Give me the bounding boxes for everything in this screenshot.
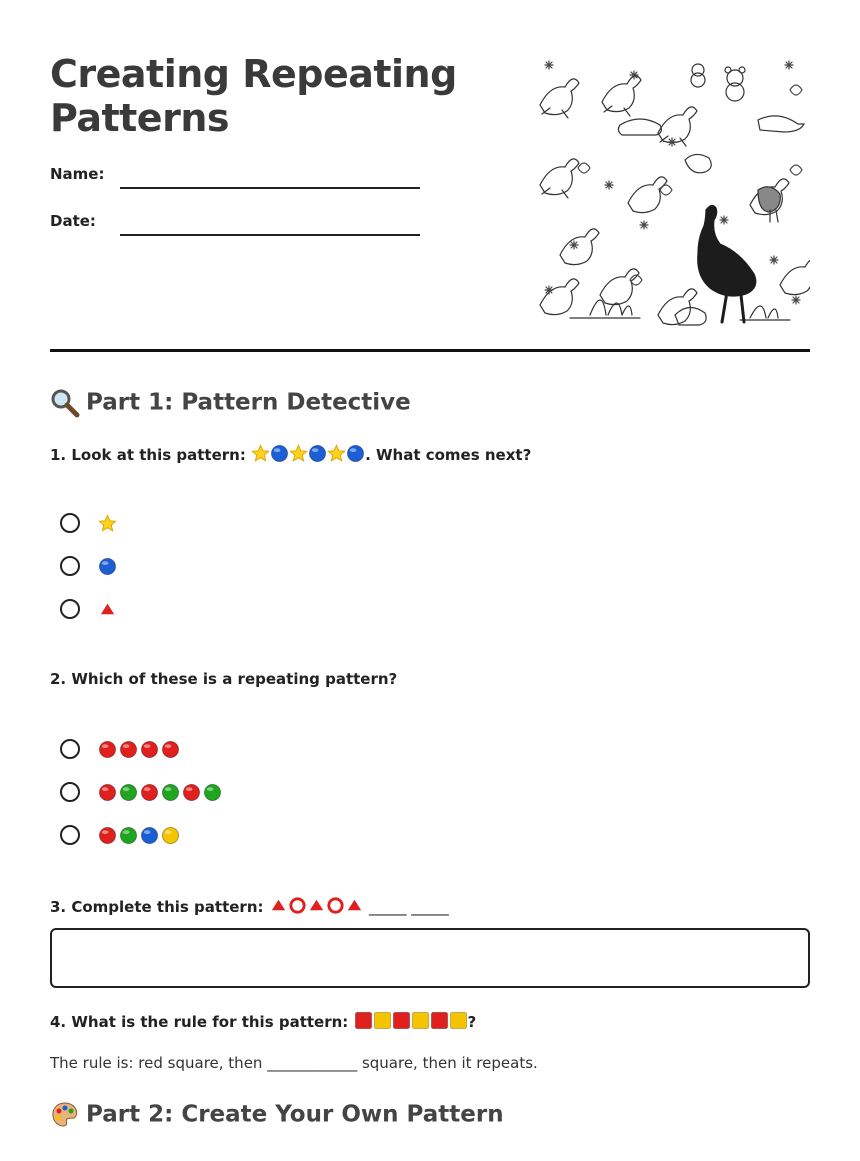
red-ring-icon [326, 896, 345, 915]
yellow-square-icon [449, 1011, 468, 1030]
yellow-square-icon [373, 1011, 392, 1030]
red-circle-icon [161, 740, 180, 759]
q2-option-3-icons [98, 826, 180, 845]
star-icon [251, 444, 270, 463]
red-circle-icon [98, 826, 117, 845]
star-icon [289, 444, 308, 463]
red-circle-icon [98, 783, 117, 802]
name-label: Name: [50, 165, 105, 183]
date-label: Date: [50, 212, 96, 230]
yellow-circle-icon [161, 826, 180, 845]
q1-option-3-radio[interactable] [60, 599, 80, 619]
red-circle-icon [140, 783, 159, 802]
q2-option-2-radio[interactable] [60, 782, 80, 802]
q4-rule-text: The rule is: red square, then ____________ square, then it repeats. [50, 1054, 538, 1072]
part1-heading: Part 1: Pattern Detective [50, 388, 411, 418]
red-circle-icon [119, 740, 138, 759]
red-circle-icon [140, 740, 159, 759]
question-2: 2. Which of these is a repeating pattern? [50, 670, 398, 688]
q2-option-3[interactable] [60, 822, 180, 848]
q1-option-2[interactable] [60, 553, 117, 579]
yellow-square-icon [411, 1011, 430, 1030]
palette-icon [50, 1100, 80, 1130]
red-circle-icon [182, 783, 201, 802]
q1-option-1-radio[interactable] [60, 513, 80, 533]
q1-option-3[interactable] [60, 596, 117, 622]
magnifying-glass-icon [50, 388, 80, 418]
header-divider [50, 349, 810, 352]
q1-pattern-sequence [251, 446, 365, 464]
blue-circle-icon [140, 826, 159, 845]
q2-option-2-icons [98, 783, 222, 802]
q1-option-2-icons [98, 557, 117, 576]
green-circle-icon [161, 783, 180, 802]
name-field[interactable] [120, 187, 420, 189]
red-triangle-icon [307, 896, 326, 915]
question-1: 1. Look at this pattern: . What comes next? [50, 446, 532, 464]
q1-option-1-icons [98, 514, 117, 533]
blue-circle-icon [98, 557, 117, 576]
q2-option-3-radio[interactable] [60, 825, 80, 845]
red-square-icon [392, 1011, 411, 1030]
red-triangle-icon [98, 600, 117, 619]
q3-answer-box[interactable] [50, 928, 810, 988]
australian-animals-pattern-icon [530, 50, 810, 330]
page-title: Creating Repeating Patterns [50, 52, 457, 140]
green-circle-icon [119, 783, 138, 802]
q3-blanks: _____ _____ [368, 898, 449, 916]
q2-option-2[interactable] [60, 779, 222, 805]
red-ring-icon [288, 896, 307, 915]
question-3: 3. Complete this pattern: _____ _____ [50, 898, 449, 916]
red-triangle-icon [345, 896, 364, 915]
q1-option-3-icons [98, 600, 117, 619]
q1-option-2-radio[interactable] [60, 556, 80, 576]
blue-circle-icon [346, 444, 365, 463]
q2-option-1-icons [98, 740, 180, 759]
red-square-icon [354, 1011, 373, 1030]
red-triangle-icon [269, 896, 288, 915]
green-circle-icon [203, 783, 222, 802]
q1-option-1[interactable] [60, 510, 117, 536]
blue-circle-icon [270, 444, 289, 463]
q4-pattern-sequence [354, 1013, 468, 1031]
blue-circle-icon [308, 444, 327, 463]
green-circle-icon [119, 826, 138, 845]
part2-heading: Part 2: Create Your Own Pattern [50, 1100, 504, 1130]
q2-option-1-radio[interactable] [60, 739, 80, 759]
q2-option-1[interactable] [60, 736, 180, 762]
star-icon [98, 514, 117, 533]
date-field[interactable] [120, 234, 420, 236]
question-4: 4. What is the rule for this pattern: ? [50, 1013, 477, 1031]
red-circle-icon [98, 740, 117, 759]
q3-pattern-sequence [269, 898, 364, 916]
star-icon [327, 444, 346, 463]
red-square-icon [430, 1011, 449, 1030]
